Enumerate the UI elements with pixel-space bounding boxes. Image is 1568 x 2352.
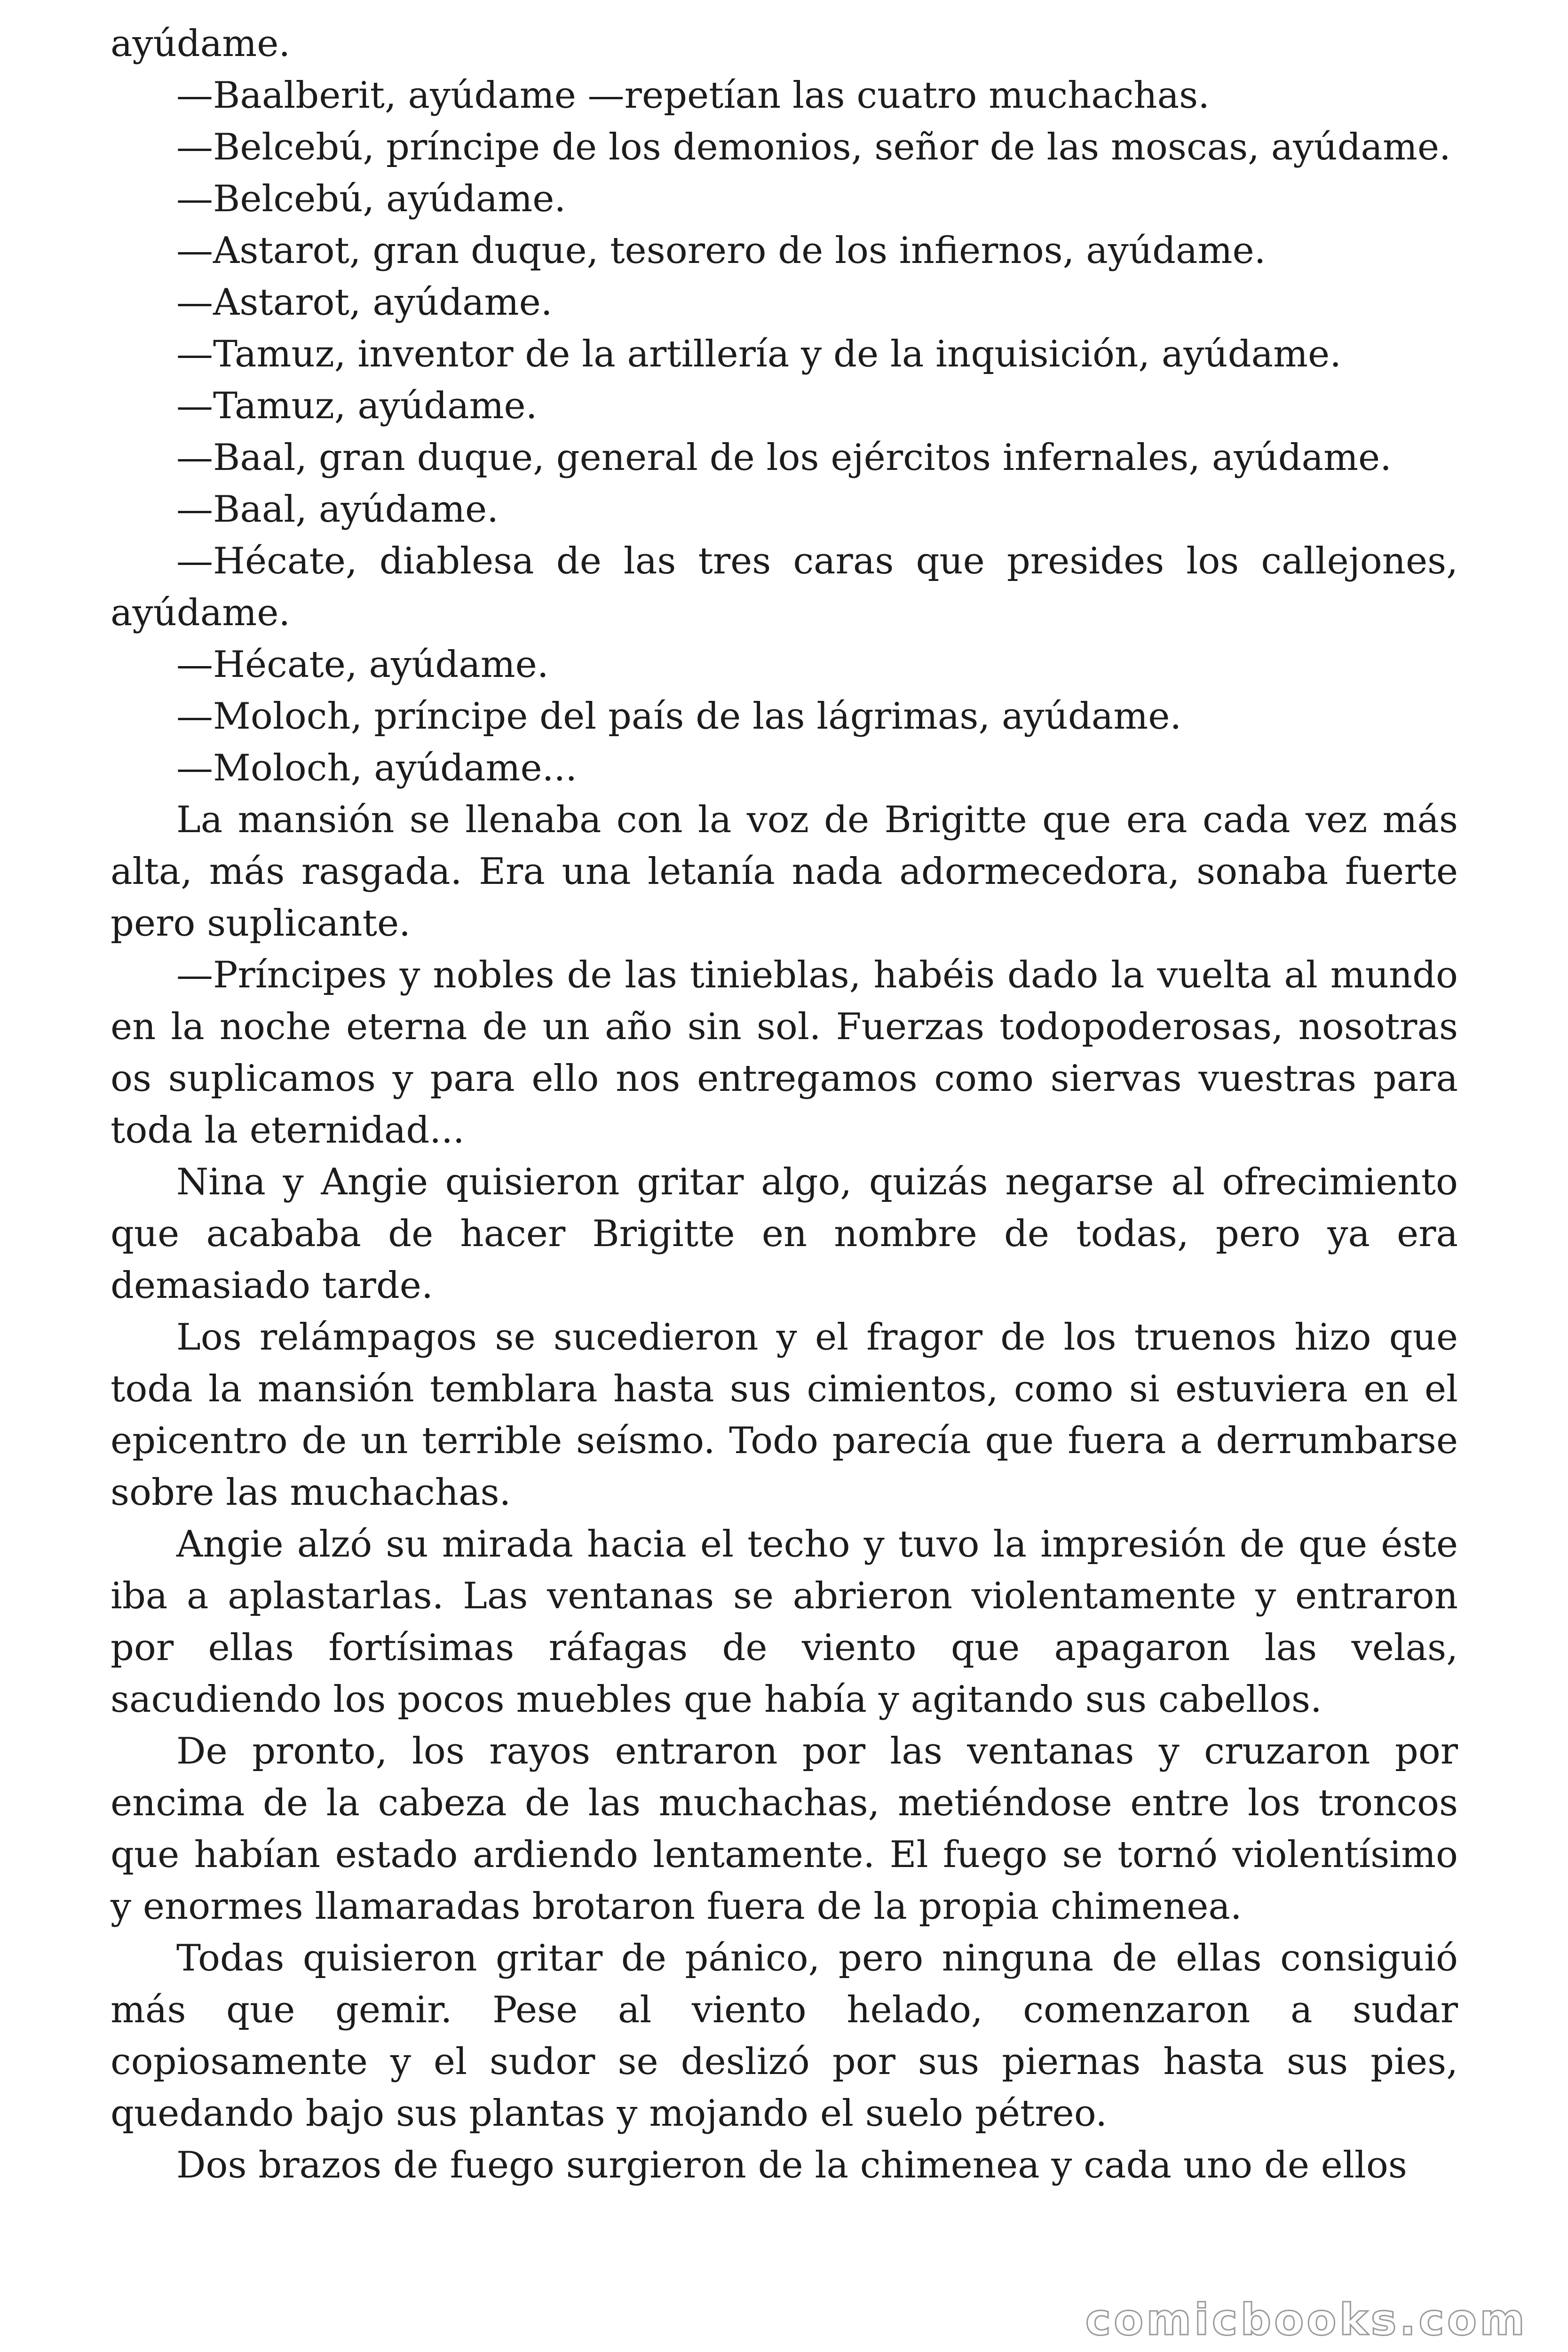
page-text — [111, 18, 1458, 2191]
paragraph: —Baalberit, ayúdame —repetían las cuatro muchachas. — [176, 74, 1210, 117]
paragraph: De pronto, los rayos entraron por las ventanas y cruzaron por encima de la cabeza de las muchachas, metiéndose entre los troncos que habían estado ardiendo lentamente. El fuego se tornó violentísimo y enormes llamaradas brotaron fuera de la propia chimenea. — [111, 1730, 1458, 1928]
paragraph: —Tamuz, ayúdame. — [176, 385, 538, 427]
paragraph: Los relámpagos se sucedieron y el fragor de los truenos hizo que toda la mansión temblara hasta sus cimientos, como si estuviera en el epicentro de un terrible seísmo. Todo parecía que fuera a derrumbarse sobre las muchachas. — [111, 1316, 1458, 1514]
paragraph: —Hécate, diablesa de las tres caras que presides los callejones, ayúdame. — [111, 540, 1458, 634]
paragraph: —Baal, ayúdame. — [176, 488, 499, 531]
paragraph: ayúdame. — [111, 23, 291, 65]
paragraph: —Astarot, ayúdame. — [176, 281, 553, 324]
paragraph: —Baal, gran duque, general de los ejércitos infernales, ayúdame. — [176, 437, 1392, 479]
paragraph: —Tamuz, inventor de la artillería y de la inquisición, ayúdame. — [176, 333, 1341, 375]
paragraph: —Astarot, gran duque, tesorero de los infiernos, ayúdame. — [176, 230, 1266, 272]
paragraph: —Belcebú, ayúdame. — [176, 178, 566, 220]
paragraph: Todas quisieron gritar de pánico, pero ninguna de ellas consiguió más que gemir. Pese al viento helado, comenzaron a sudar copiosamente y el sudor se deslizó por sus piernas hasta sus pies, quedando bajo sus plantas y mojando el suelo pétreo. — [111, 1937, 1458, 2135]
paragraph: Nina y Angie quisieron gritar algo, quizás negarse al ofrecimiento que acababa de hacer Brigitte en nombre de todas, pero ya era demasiado tarde. — [111, 1161, 1458, 1307]
paragraph: —Hécate, ayúdame. — [176, 644, 549, 686]
watermark-logo: comicbooks.com — [1085, 2295, 1528, 2345]
paragraph: —Príncipes y nobles de las tinieblas, habéis dado la vuelta al mundo en la noche eterna de un año sin sol. Fuerzas todopoderosas, nosotras os suplicamos y para ello nos entregamos como siervas vuestras para toda la eternidad... — [111, 954, 1458, 1152]
paragraph: —Belcebú, príncipe de los demonios, señor de las moscas, ayúdame. — [176, 126, 1451, 168]
paragraph: —Moloch, príncipe del país de las lágrimas, ayúdame. — [176, 695, 1182, 738]
paragraph: —Moloch, ayúdame... — [176, 747, 577, 789]
paragraph: Dos brazos de fuego surgieron de la chimenea y cada uno de ellos — [176, 2144, 1407, 2186]
paragraph: Angie alzó su mirada hacia el techo y tuvo la impresión de que éste iba a aplastarlas. Las ventanas se abrieron violentamente y entraron por ellas fortísimas ráfagas de viento que apagaron las velas, sacudiendo los pocos muebles que había y agitando sus cabellos. — [111, 1523, 1458, 1721]
paragraph: La mansión se llenaba con la voz de Brigitte que era cada vez más alta, más rasgada. Era una letanía nada adormecedora, sonaba fuerte pero suplicante. — [111, 799, 1458, 945]
